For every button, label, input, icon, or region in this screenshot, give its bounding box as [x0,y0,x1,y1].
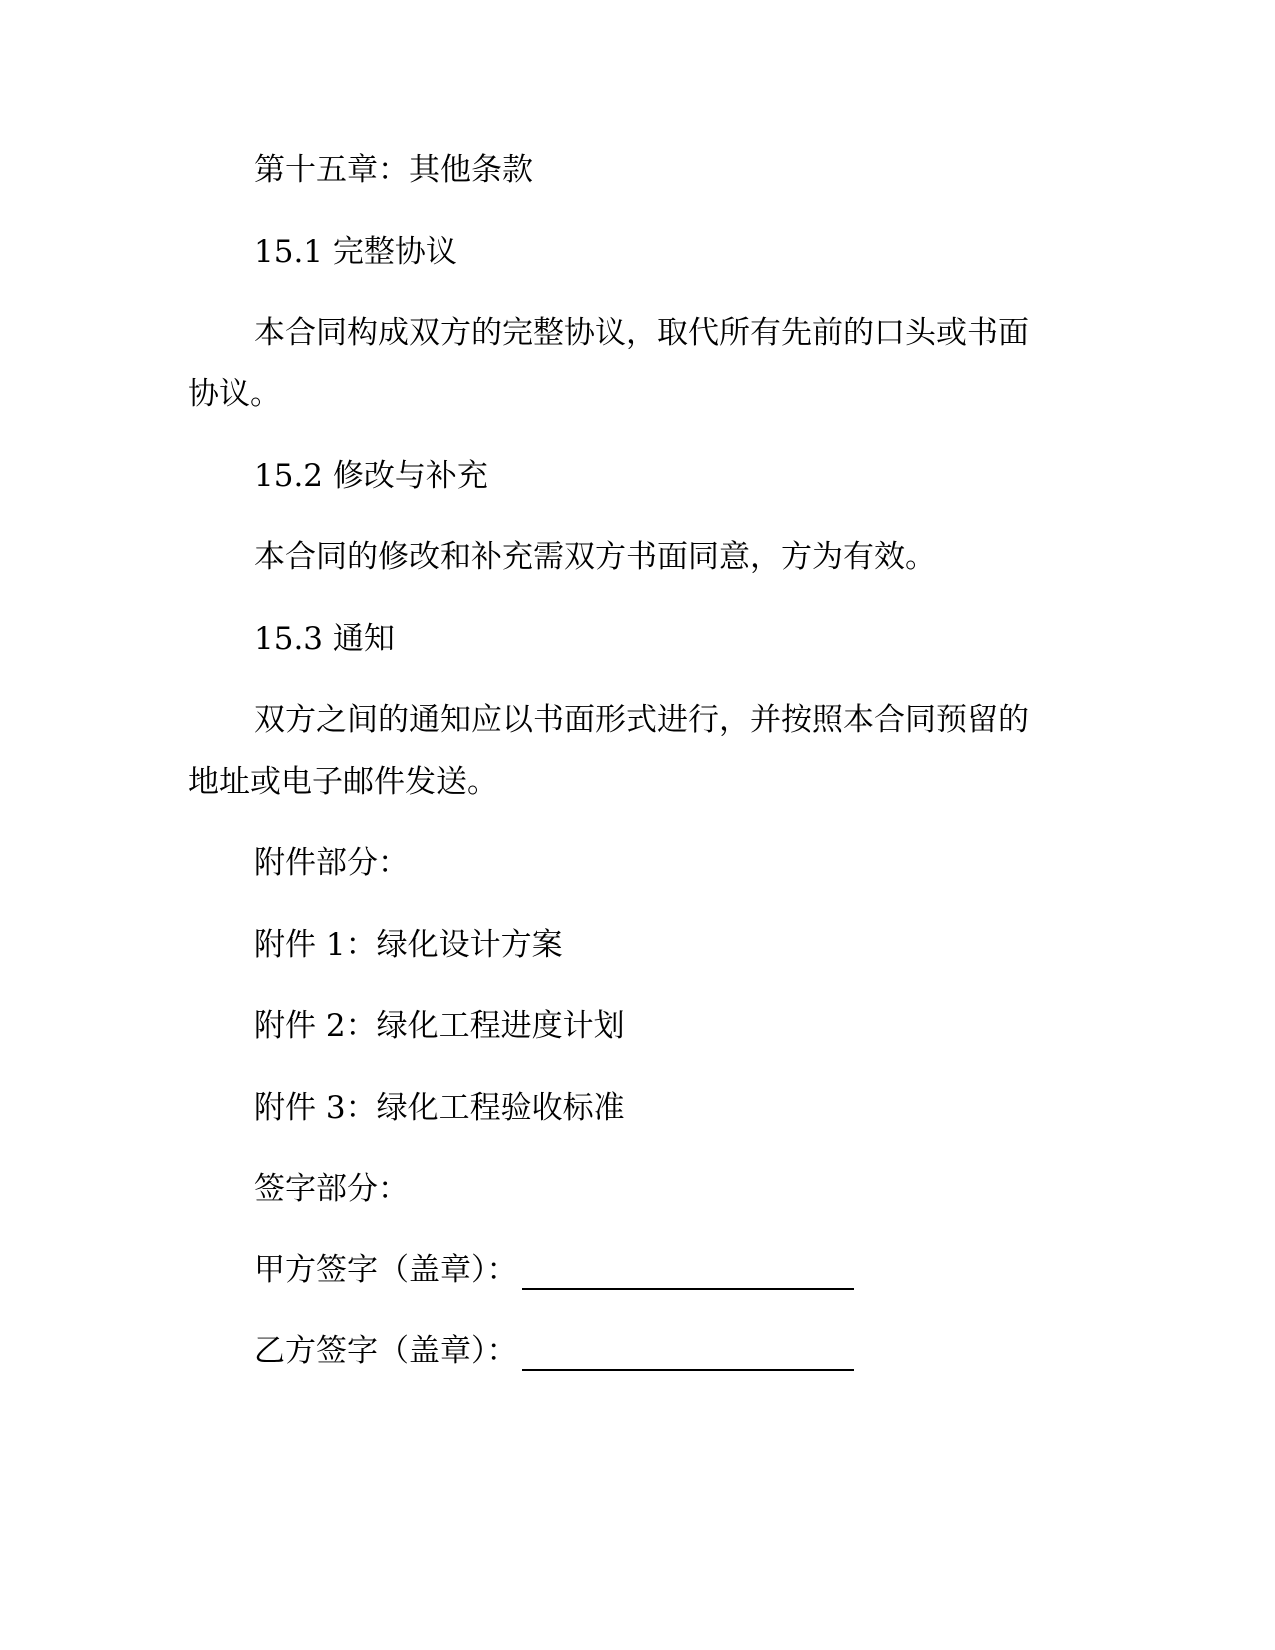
signatures-heading: 签字部分： [254,1171,409,1207]
attachment-item-2: 附件 2：绿化工程进度计划 [254,1008,625,1044]
party-a-signature-label: 甲方签字（盖章）： [254,1252,518,1288]
party-b-signature-row [254,1331,854,1371]
attachment-item-3: 附件 3：绿化工程验收标准 [254,1090,625,1126]
section-heading-15-2: 15.2 修改与补充 [254,458,488,494]
party-b-signature-line [522,1343,854,1371]
party-b-signature-label: 乙方签字（盖章）： [254,1333,518,1369]
section-body-15-1-line2: 协议。 [188,376,281,412]
section-body-15-2-line1: 本合同的修改和补充需双方书面同意，方为有效。 [254,539,936,575]
section-body-15-1-line1: 本合同构成双方的完整协议，取代所有先前的口头或书面 [254,315,1029,351]
chapter-title: 第十五章：其他条款 [254,152,533,188]
attachment-item-1: 附件 1：绿化设计方案 [254,927,563,963]
section-body-15-3-line2: 地址或电子邮件发送。 [188,764,498,800]
party-a-signature-row [254,1250,854,1290]
attachments-heading: 附件部分： [254,845,409,881]
section-heading-15-3: 15.3 通知 [254,621,395,657]
section-body-15-3-line1: 双方之间的通知应以书面形式进行，并按照本合同预留的 [254,702,1029,738]
party-a-signature-line [522,1262,854,1290]
section-heading-15-1: 15.1 完整协议 [254,234,457,270]
